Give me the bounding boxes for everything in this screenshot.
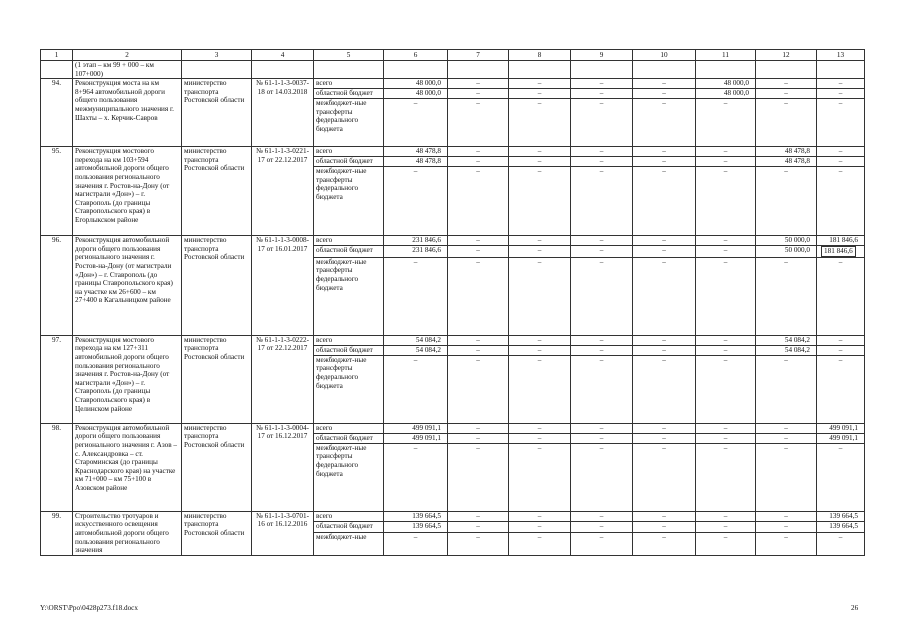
amount-cell: – [633, 147, 696, 157]
amount-cell: – [571, 157, 633, 167]
amount-cell: – [756, 355, 817, 423]
amount-cell: – [633, 99, 696, 147]
amount-cell: 231 846,6 [384, 246, 448, 258]
amount-cell: – [696, 433, 756, 443]
amount-cell: – [756, 423, 817, 433]
amount-cell: – [509, 335, 571, 345]
funding-source: межбюджет-ные трансферты федерального бюджета [314, 167, 384, 236]
selected-amount[interactable]: 181 846,6 [821, 246, 856, 257]
column-number: 4 [252, 50, 314, 61]
amount-cell: – [571, 257, 633, 335]
amount-cell: – [384, 257, 448, 335]
funding-source: всего [314, 147, 384, 157]
object-name: Реконструкция моста на км 8+964 автомобильной дороги общего пользования межмуниципального значения г. Шахты – х. Керчик-Савров [73, 79, 182, 147]
amount-cell: – [509, 246, 571, 258]
amount-cell: – [571, 355, 633, 423]
amount-cell: – [448, 335, 509, 345]
amount-cell: – [448, 257, 509, 335]
row-number: 94. [41, 79, 73, 147]
funding-source: всего [314, 335, 384, 345]
amount-cell: – [633, 532, 696, 555]
amount-cell: 48 000,0 [696, 89, 756, 99]
amount-cell: – [696, 532, 756, 555]
amount-cell [817, 246, 865, 258]
object-name: Реконструкция автомобильной дороги общего пользования регионального значения г. Азов – с. Александровка – ст. Староминская (до границы Краснодарского края) на участке км 71+000 – км 75+100 в Азовском районе [73, 423, 182, 511]
amount-cell: 181 846,6 [817, 236, 865, 246]
amount-cell: 48 478,8 [756, 157, 817, 167]
amount-cell: – [571, 99, 633, 147]
amount-cell: – [448, 89, 509, 99]
amount-cell: 48 000,0 [696, 79, 756, 89]
amount-cell: – [571, 433, 633, 443]
amount-cell: – [571, 511, 633, 521]
amount-cell: 48 478,8 [756, 147, 817, 157]
amount-cell: – [696, 345, 756, 355]
amount-cell: 50 000,0 [756, 236, 817, 246]
amount-cell: – [571, 167, 633, 236]
approval-document: № 61-1-1-3-0004-17 от 16.12.2017 [252, 423, 314, 511]
amount-cell: – [448, 522, 509, 532]
funding-source: всего [314, 236, 384, 246]
amount-cell: – [448, 443, 509, 511]
amount-cell: 54 084,2 [384, 345, 448, 355]
customer-org: министерство транспорта Ростовской области [182, 335, 252, 423]
amount-cell: 499 091,1 [817, 423, 865, 433]
amount-cell: 499 091,1 [817, 433, 865, 443]
column-number: 12 [756, 50, 817, 61]
amount-cell: – [817, 157, 865, 167]
amount-cell: – [696, 246, 756, 258]
amount-cell: – [571, 335, 633, 345]
amount-cell: – [696, 167, 756, 236]
amount-cell: – [696, 423, 756, 433]
footer-file-path: Y:\ORST\Ppo\0428p273.f18.docx [40, 604, 138, 612]
amount-cell: – [696, 99, 756, 147]
amount-cell: – [571, 345, 633, 355]
amount-cell: – [633, 335, 696, 345]
amount-cell: – [509, 433, 571, 443]
amount-cell: 139 664,5 [817, 511, 865, 521]
funding-source: межбюджет-ные трансферты федерального бюджета [314, 257, 384, 335]
amount-cell: – [509, 147, 571, 157]
column-number: 1 [41, 50, 73, 61]
object-name: Реконструкция мостового перехода на км 103+594 автомобильной дороги общего пользования регионального значения г. Ростов-на-Дону (от магистрали «Дон») – г. Ставрополь (до границы Ставропольского края) в Егорлыкском районе [73, 147, 182, 236]
column-number: 11 [696, 50, 756, 61]
amount-cell: – [817, 532, 865, 555]
column-number: 2 [73, 50, 182, 61]
amount-cell: – [448, 246, 509, 258]
amount-cell: – [509, 99, 571, 147]
column-number: 6 [384, 50, 448, 61]
amount-cell: 139 664,5 [817, 522, 865, 532]
amount-cell: – [571, 89, 633, 99]
amount-cell: – [756, 511, 817, 521]
table-row [41, 79, 865, 89]
amount-cell: 499 091,1 [384, 433, 448, 443]
funding-source: межбюджет-ные трансферты федерального бюджета [314, 355, 384, 423]
approval-document: № 61-1-1-3-0037-18 от 14.03.2018 [252, 79, 314, 147]
row-number: 97. [41, 335, 73, 423]
funding-source: областной бюджет [314, 345, 384, 355]
amount-cell: – [633, 433, 696, 443]
approval-document: № 61-1-1-3-0222-17 от 22.12.2017 [252, 335, 314, 423]
funding-source: межбюджет-ные трансферты федерального бюджета [314, 443, 384, 511]
column-number-row [41, 50, 865, 61]
amount-cell: – [756, 257, 817, 335]
amount-cell: – [448, 511, 509, 521]
amount-cell: – [633, 511, 696, 521]
amount-cell: 231 846,6 [384, 236, 448, 246]
amount-cell: 48 000,0 [384, 79, 448, 89]
amount-cell: – [448, 167, 509, 236]
table-row [41, 335, 865, 345]
amount-cell: – [509, 522, 571, 532]
amount-cell: – [509, 89, 571, 99]
amount-cell: – [571, 246, 633, 258]
approval-document: № 61-1-1-3-0701-16 от 16.12.2016 [252, 511, 314, 555]
funding-source: всего [314, 79, 384, 89]
amount-cell: – [571, 236, 633, 246]
amount-cell: – [509, 167, 571, 236]
page-number: 26 [851, 604, 859, 612]
funding-source: областной бюджет [314, 157, 384, 167]
object-name: Реконструкция автомобильной дороги общего пользования регионального значения г. Ростов-на-Дону (от магистрали «Дон») – г. Ставрополь (до границы Ставропольского края) на участке км 26+600 – км 27+400 в Кагальницком районе [73, 236, 182, 336]
continuation-text: (1 этап – км 99 + 000 – км 107+000) [73, 61, 182, 79]
amount-cell: – [696, 257, 756, 335]
funding-source: областной бюджет [314, 89, 384, 99]
funding-source: областной бюджет [314, 433, 384, 443]
amount-cell: – [756, 532, 817, 555]
amount-cell: – [756, 443, 817, 511]
row-number: 96. [41, 236, 73, 336]
amount-cell: – [448, 433, 509, 443]
amount-cell: – [633, 157, 696, 167]
column-number: 9 [571, 50, 633, 61]
column-number: 5 [314, 50, 384, 61]
amount-cell: – [448, 99, 509, 147]
amount-cell: – [633, 89, 696, 99]
amount-cell: – [756, 522, 817, 532]
amount-cell: – [696, 355, 756, 423]
amount-cell: – [571, 423, 633, 433]
amount-cell: – [817, 167, 865, 236]
amount-cell: – [817, 355, 865, 423]
amount-cell: – [509, 157, 571, 167]
amount-cell: – [448, 345, 509, 355]
amount-cell: – [633, 167, 696, 236]
amount-cell: – [817, 257, 865, 335]
amount-cell: – [817, 99, 865, 147]
amount-cell: – [696, 511, 756, 521]
amount-cell: – [509, 79, 571, 89]
customer-org: министерство транспорта Ростовской области [182, 511, 252, 555]
amount-cell: 139 664,5 [384, 522, 448, 532]
amount-cell: – [509, 236, 571, 246]
amount-cell: 54 084,2 [384, 335, 448, 345]
amount-cell: – [633, 345, 696, 355]
amount-cell: – [509, 257, 571, 335]
amount-cell: 50 000,0 [756, 246, 817, 258]
continuation-row [41, 61, 865, 79]
funding-source: областной бюджет [314, 522, 384, 532]
amount-cell: – [696, 157, 756, 167]
amount-cell: – [817, 443, 865, 511]
amount-cell: – [509, 532, 571, 555]
amount-cell: – [756, 89, 817, 99]
document-page [40, 49, 864, 556]
amount-cell: – [756, 433, 817, 443]
table-row [41, 147, 865, 157]
row-number: 99. [41, 511, 73, 555]
amount-cell: – [696, 522, 756, 532]
amount-cell: – [384, 167, 448, 236]
amount-cell: – [817, 89, 865, 99]
amount-cell: – [448, 532, 509, 555]
amount-cell: – [633, 246, 696, 258]
table-row [41, 236, 865, 246]
amount-cell: – [571, 79, 633, 89]
row-number: 95. [41, 147, 73, 236]
table-row [41, 511, 865, 521]
funding-source: всего [314, 423, 384, 433]
amount-cell: – [448, 355, 509, 423]
column-number: 3 [182, 50, 252, 61]
approval-document: № 61-1-1-3-0221-17 от 22.12.2017 [252, 147, 314, 236]
amount-cell: – [817, 147, 865, 157]
amount-cell: – [384, 532, 448, 555]
object-name: Строительство тротуаров и искусственного освещения автомобильной дороги общего пользования регионального значения [73, 511, 182, 555]
amount-cell: – [571, 443, 633, 511]
amount-cell: 54 084,2 [756, 345, 817, 355]
amount-cell: – [817, 79, 865, 89]
amount-cell: – [448, 147, 509, 157]
amount-cell: – [571, 522, 633, 532]
amount-cell: – [509, 345, 571, 355]
amount-cell: – [633, 257, 696, 335]
amount-cell: – [696, 335, 756, 345]
amount-cell: – [696, 147, 756, 157]
amount-cell: – [817, 345, 865, 355]
table-row [41, 423, 865, 433]
amount-cell: – [384, 443, 448, 511]
amount-cell: – [633, 355, 696, 423]
funding-source: межбюджет-ные трансферты федерального бюджета [314, 99, 384, 147]
funding-source: всего [314, 511, 384, 521]
amount-cell: – [696, 443, 756, 511]
amount-cell: – [817, 335, 865, 345]
amount-cell: – [633, 522, 696, 532]
amount-cell: – [696, 236, 756, 246]
amount-cell: – [384, 355, 448, 423]
amount-cell: – [756, 99, 817, 147]
column-number: 10 [633, 50, 696, 61]
amount-cell: – [571, 147, 633, 157]
amount-cell: – [509, 355, 571, 423]
column-number: 13 [817, 50, 865, 61]
customer-org: министерство транспорта Ростовской области [182, 423, 252, 511]
amount-cell: – [633, 79, 696, 89]
object-name: Реконструкция мостового перехода на км 127+311 автомобильной дороги общего пользования регионального значения г. Ростов-на-Дону (от магистрали «Дон») – г. Ставрополь (до границы Ставропольского края) в Целинском районе [73, 335, 182, 423]
amount-cell: – [571, 532, 633, 555]
amount-cell: – [633, 423, 696, 433]
amount-cell: 139 664,5 [384, 511, 448, 521]
amount-cell: 48 478,8 [384, 147, 448, 157]
row-number: 98. [41, 423, 73, 511]
investment-table [40, 49, 865, 556]
amount-cell: – [448, 157, 509, 167]
amount-cell: 48 478,8 [384, 157, 448, 167]
amount-cell: – [448, 79, 509, 89]
amount-cell: – [384, 99, 448, 147]
amount-cell: – [509, 511, 571, 521]
amount-cell: – [633, 443, 696, 511]
customer-org: министерство транспорта Ростовской области [182, 79, 252, 147]
column-number: 8 [509, 50, 571, 61]
amount-cell: – [756, 167, 817, 236]
amount-cell: – [633, 236, 696, 246]
funding-source: межбюджет-ные [314, 532, 384, 555]
amount-cell: – [448, 236, 509, 246]
amount-cell: 48 000,0 [384, 89, 448, 99]
amount-cell: 54 084,2 [756, 335, 817, 345]
amount-cell: 499 091,1 [384, 423, 448, 433]
approval-document: № 61-1-1-3-0008-17 от 16.01.2017 [252, 236, 314, 336]
customer-org: министерство транспорта Ростовской области [182, 236, 252, 336]
funding-source: областной бюджет [314, 246, 384, 258]
amount-cell: – [448, 423, 509, 433]
amount-cell: – [756, 79, 817, 89]
customer-org: министерство транспорта Ростовской области [182, 147, 252, 236]
column-number: 7 [448, 50, 509, 61]
amount-cell: – [509, 423, 571, 433]
amount-cell: – [509, 443, 571, 511]
